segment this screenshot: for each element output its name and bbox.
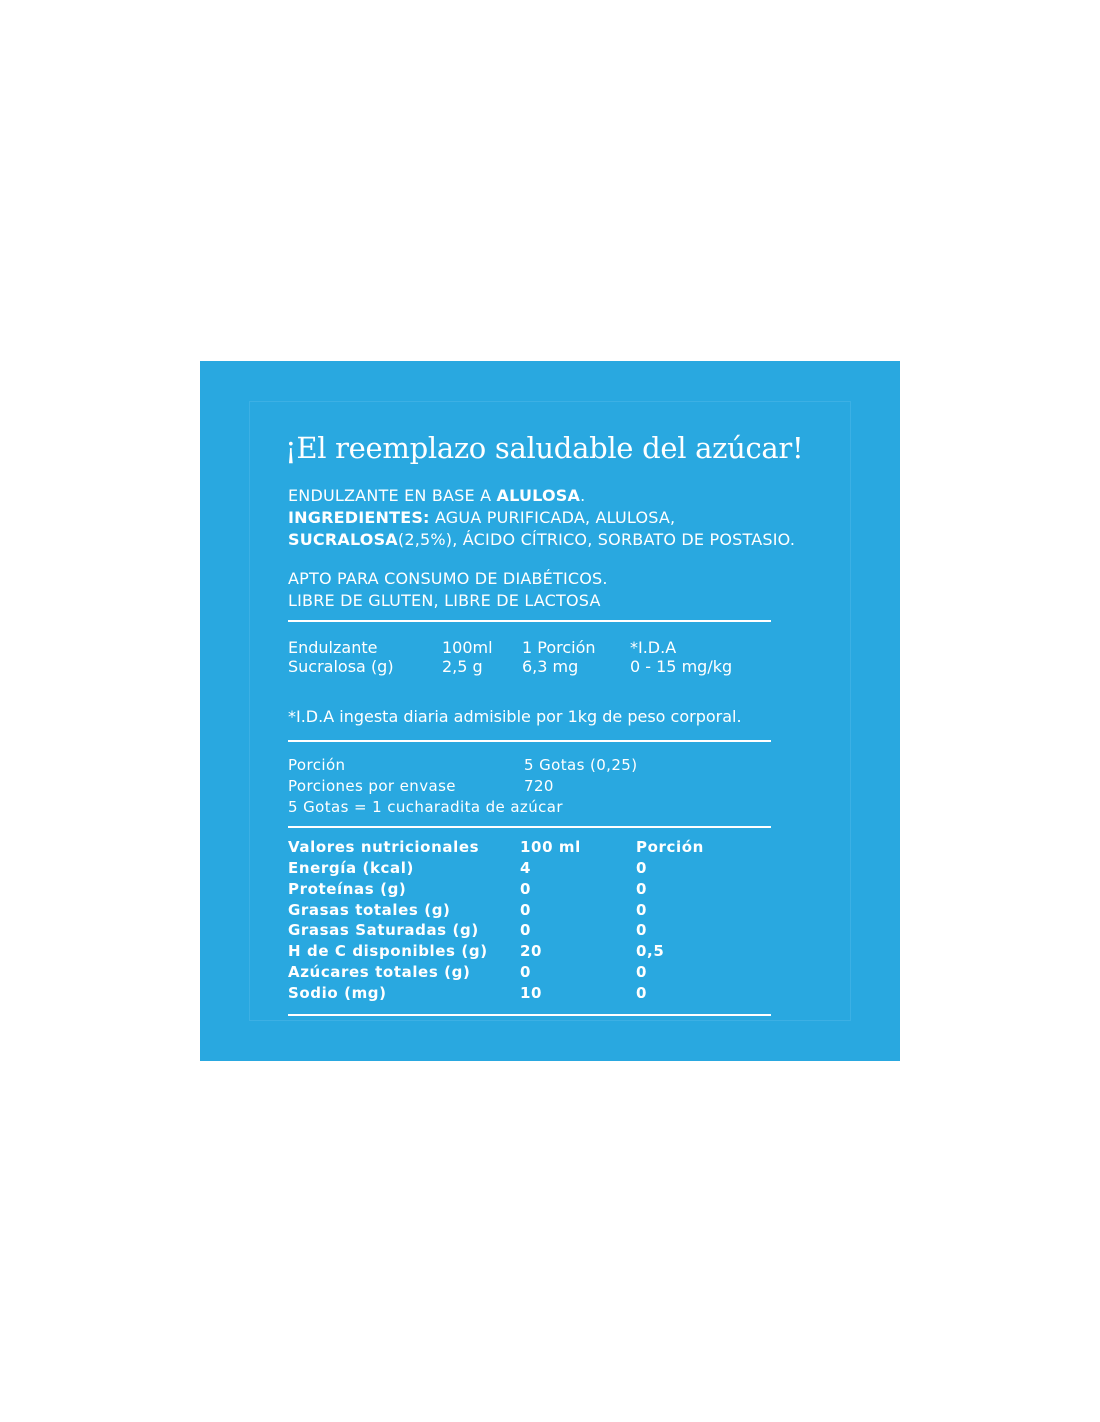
- nutrition-row-carbs-portion: 0,5: [636, 942, 665, 960]
- description-line-1-suffix: .: [580, 486, 586, 505]
- nutrition-row-protein-100ml: 0: [520, 880, 532, 898]
- nutrition-header-100ml: 100 ml: [520, 838, 581, 856]
- nutrition-row-sodium-100ml: 10: [520, 984, 543, 1002]
- nutrition-row-energy-portion: 0: [636, 859, 648, 877]
- ingredients-bold: INGREDIENTES:: [288, 508, 430, 527]
- divider-4: [288, 1014, 771, 1016]
- nutrition-row-sugars-portion: 0: [636, 963, 648, 981]
- sweetener-header-portion: 1 Porción: [522, 638, 596, 657]
- sweetener-header-ida: *I.D.A: [630, 638, 677, 657]
- portion-label: Porción: [288, 756, 346, 774]
- nutrition-row-sugars-100ml: 0: [520, 963, 532, 981]
- portion-value: 5 Gotas (0,25): [524, 756, 638, 774]
- nutrition-row-fat-portion: 0: [636, 901, 648, 919]
- nutrition-row-satfat-100ml: 0: [520, 921, 532, 939]
- nutrition-row-carbs-name: H de C disponibles (g): [288, 942, 488, 960]
- sweetener-row-portion: 6,3 mg: [522, 657, 579, 676]
- ida-note: *I.D.A ingesta diaria admisible por 1kg de peso corporal.: [288, 707, 742, 726]
- nutrition-row-protein-portion: 0: [636, 880, 648, 898]
- description-line-3: [288, 529, 795, 551]
- divider-1: [288, 620, 771, 622]
- description-line-2: [288, 507, 675, 529]
- ingredients-text: AGUA PURIFICADA, ALULOSA,: [429, 508, 676, 527]
- nutrition-row-satfat-name: Grasas Saturadas (g): [288, 921, 479, 939]
- nutrition-row-fat-100ml: 0: [520, 901, 532, 919]
- sweetener-row-name: Sucralosa (g): [288, 657, 394, 676]
- nutrition-row-protein-name: Proteínas (g): [288, 880, 407, 898]
- nutrition-row-sugars-name: Azúcares totales (g): [288, 963, 471, 981]
- alulosa-bold: ALULOSA: [496, 486, 581, 505]
- divider-2: [288, 740, 771, 742]
- portion-equivalence-note: 5 Gotas = 1 cucharadita de azúcar: [288, 798, 563, 816]
- divider-3: [288, 826, 771, 828]
- ingredients-text-2: (2,5%), ÁCIDO CÍTRICO, SORBATO DE POSTASIO.: [397, 530, 796, 549]
- suitability-line-2: LIBRE DE GLUTEN, LIBRE DE LACTOSA: [288, 591, 601, 610]
- suitability-line-1: APTO PARA CONSUMO DE DIABÉTICOS.: [288, 569, 608, 588]
- sweetener-row-100ml: 2,5 g: [442, 657, 483, 676]
- description-line-1-text: ENDULZANTE EN BASE A: [288, 486, 497, 505]
- sweetener-header-name: Endulzante: [288, 638, 378, 657]
- sucralosa-bold: SUCRALOSA: [288, 530, 398, 549]
- nutrition-header-name: Valores nutricionales: [288, 838, 480, 856]
- nutrition-row-sodium-name: Sodio (mg): [288, 984, 387, 1002]
- sweetener-header-100ml: 100ml: [442, 638, 493, 657]
- nutrition-row-fat-name: Grasas totales (g): [288, 901, 451, 919]
- nutrition-row-sodium-portion: 0: [636, 984, 648, 1002]
- nutrition-row-satfat-portion: 0: [636, 921, 648, 939]
- sweetener-row-ida: 0 - 15 mg/kg: [630, 657, 733, 676]
- nutrition-header-portion: Porción: [636, 838, 704, 856]
- nutrition-row-carbs-100ml: 20: [520, 942, 543, 960]
- nutrition-row-energy-name: Energía (kcal): [288, 859, 414, 877]
- portions-per-container-label: Porciones por envase: [288, 777, 456, 795]
- description-line-1: [288, 485, 585, 507]
- nutrition-row-energy-100ml: 4: [520, 859, 532, 877]
- label-title: ¡El reemplazo saludable del azúcar!: [285, 431, 804, 465]
- portions-per-container-value: 720: [524, 777, 554, 795]
